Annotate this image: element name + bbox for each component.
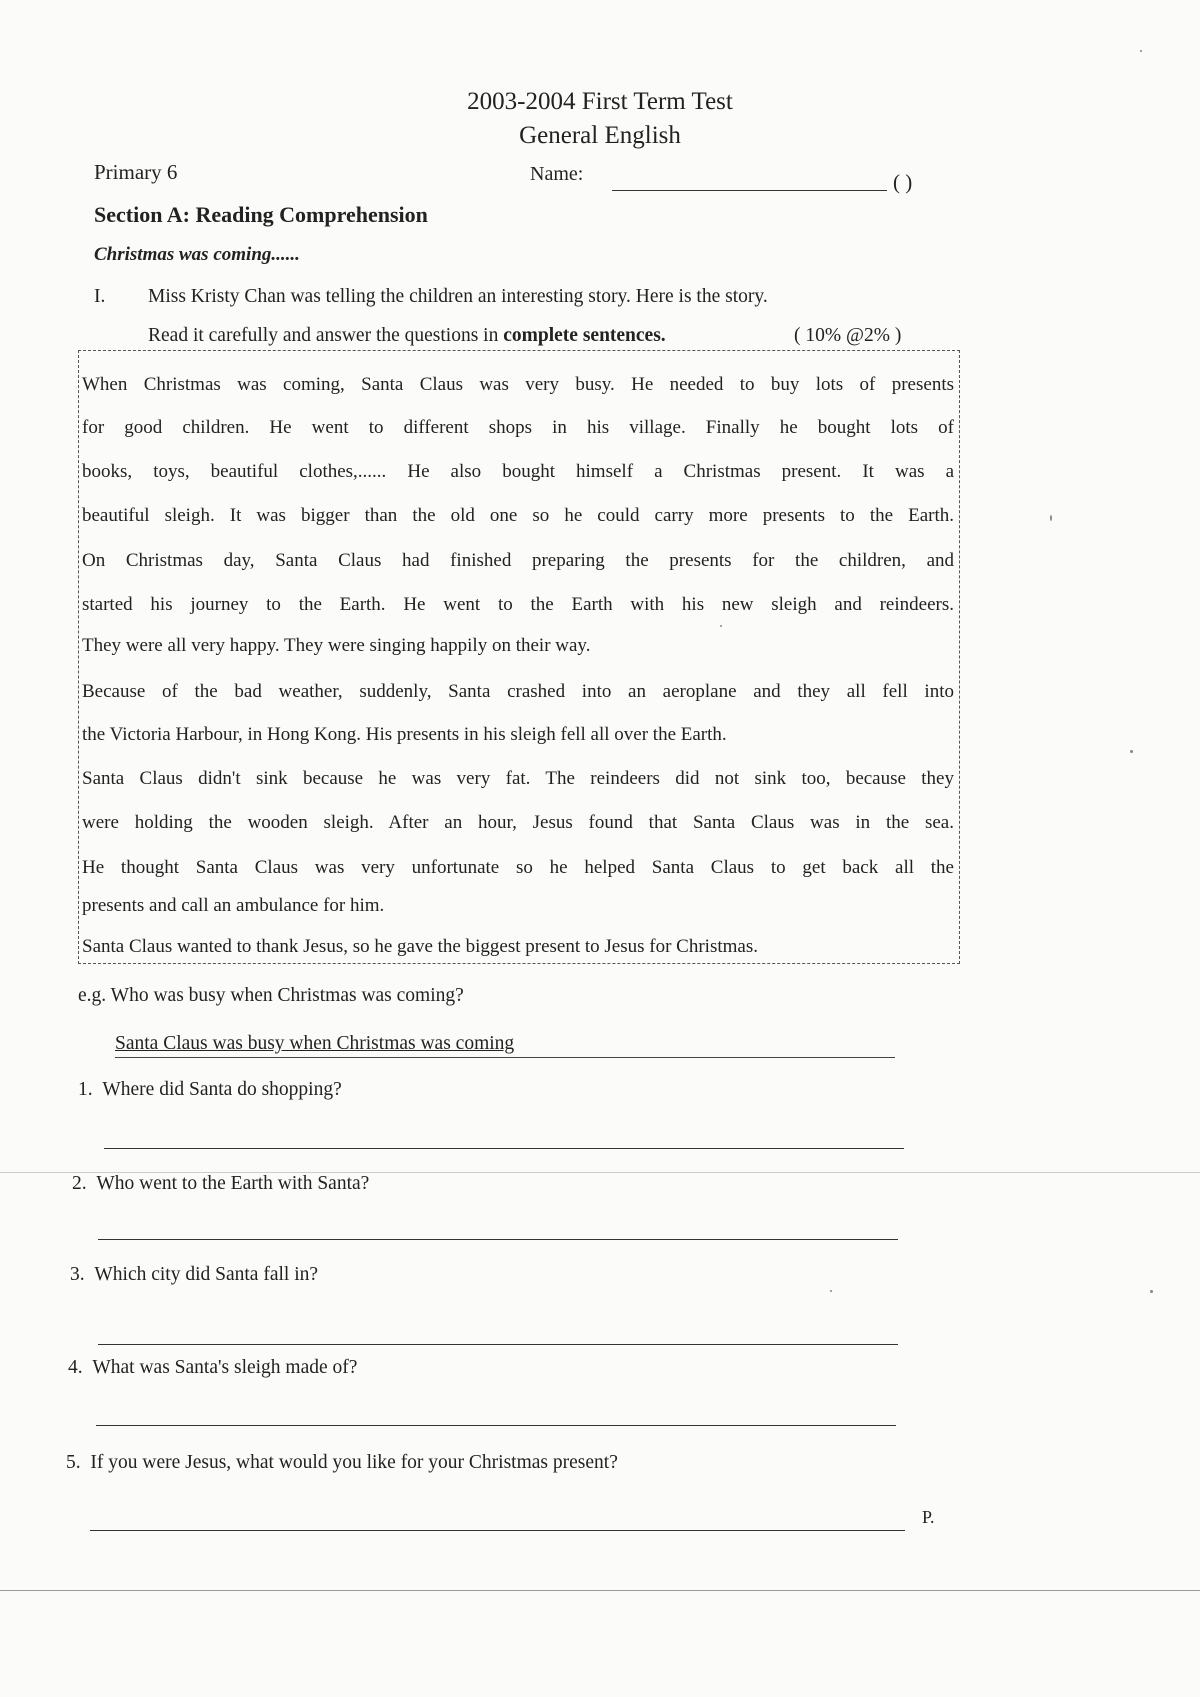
passage-line: the Victoria Harbour, in Hong Kong. His presents in his sleigh fell all over the Earth.: [82, 724, 727, 745]
answer-line-3[interactable]: [98, 1344, 898, 1345]
answer-line-5[interactable]: [90, 1530, 905, 1531]
question-3: [70, 1264, 318, 1286]
passage-line: books, toys, beautiful clothes,...... He also bought himself a Christmas present. It was a: [82, 461, 954, 482]
question-number: 5.: [66, 1452, 81, 1473]
scan-artifact-line: [0, 1172, 1200, 1173]
test-subject: General English: [519, 122, 681, 149]
instruction-text-2: Read it carefully and answer the questions in: [148, 325, 504, 346]
passage-line: for good children. He went to different shops in his village. Finally he bought lots of: [82, 417, 954, 438]
question-number: 3.: [70, 1264, 85, 1285]
question-text: What was Santa's sleigh made of?: [92, 1357, 358, 1378]
passage-line: Santa Claus wanted to thank Jesus, so he gave the biggest present to Jesus for Christmas.: [82, 936, 758, 957]
test-title: 2003-2004 First Term Test: [467, 88, 733, 115]
name-field-line[interactable]: [612, 190, 887, 191]
question-text: Which city did Santa fall in?: [94, 1264, 319, 1285]
passage-line: Santa Claus didn't sink because he was very fat. The reindeers did not sink too, because they: [82, 768, 954, 789]
passage-line: Because of the bad weather, suddenly, Santa crashed into an aeroplane and they all fell into: [82, 681, 954, 702]
instruction-text: Miss Kristy Chan was telling the children an interesting story. Here is the story.: [148, 286, 768, 307]
passage-line: He thought Santa Claus was very unfortunate so he helped Santa Claus to get back all the: [82, 857, 954, 878]
example-answer-line: [115, 1057, 895, 1058]
part-number: I.: [94, 286, 106, 307]
passage-line: When Christmas was coming, Santa Claus was very busy. He needed to buy lots of presents: [82, 374, 954, 395]
name-label: Name:: [530, 163, 584, 185]
section-heading: Section A: Reading Comprehension: [94, 202, 428, 227]
passage-line: were holding the wooden sleigh. After an hour, Jesus found that Santa Claus was in the sea.: [82, 812, 954, 833]
passage-line: On Christmas day, Santa Claus had finished preparing the presents for the children, and: [82, 550, 954, 571]
question-number: 4.: [68, 1357, 83, 1378]
question-number: 1.: [78, 1079, 93, 1100]
passage-line: beautiful sleigh. It was bigger than the old one so he could carry more presents to the Earth.: [82, 505, 954, 526]
question-5: [66, 1452, 618, 1474]
example-answer: Santa Claus was busy when Christmas was coming: [115, 1033, 515, 1054]
marks-allocation: ( 10% @2% ): [794, 325, 902, 346]
page-mark: P.: [922, 1507, 935, 1527]
passage-line: presents and call an ambulance for him.: [82, 895, 385, 916]
scan-speck: [720, 625, 722, 627]
class-number-field[interactable]: ( ): [893, 170, 913, 194]
scan-artifact-line: [0, 1590, 1200, 1591]
question-text: Who went to the Earth with Santa?: [96, 1173, 370, 1194]
class-label: Primary 6: [94, 160, 178, 184]
passage-line: started his journey to the Earth. He went to the Earth with his new sleigh and reindeers.: [82, 594, 954, 615]
scan-speck: [1130, 750, 1133, 753]
question-text: Where did Santa do shopping?: [102, 1079, 342, 1100]
passage-line: They were all very happy. They were singing happily on their way.: [82, 635, 591, 656]
scan-speck: [1050, 515, 1052, 521]
passage-title: Christmas was coming......: [94, 244, 300, 265]
scan-speck: [1150, 1290, 1153, 1293]
example-question: e.g. Who was busy when Christmas was coming?: [78, 985, 464, 1006]
answer-line-2[interactable]: [98, 1239, 898, 1240]
answer-line-4[interactable]: [96, 1425, 896, 1426]
scan-speck: [1140, 50, 1142, 52]
answer-line-1[interactable]: [104, 1148, 904, 1149]
scan-speck: [830, 1290, 832, 1292]
question-text: If you were Jesus, what would you like for your Christmas present?: [90, 1452, 618, 1473]
question-4: [68, 1357, 357, 1379]
instruction-emphasis: complete sentences.: [503, 325, 666, 346]
question-1: [78, 1079, 342, 1101]
question-2: [72, 1173, 369, 1195]
question-number: 2.: [72, 1173, 87, 1194]
